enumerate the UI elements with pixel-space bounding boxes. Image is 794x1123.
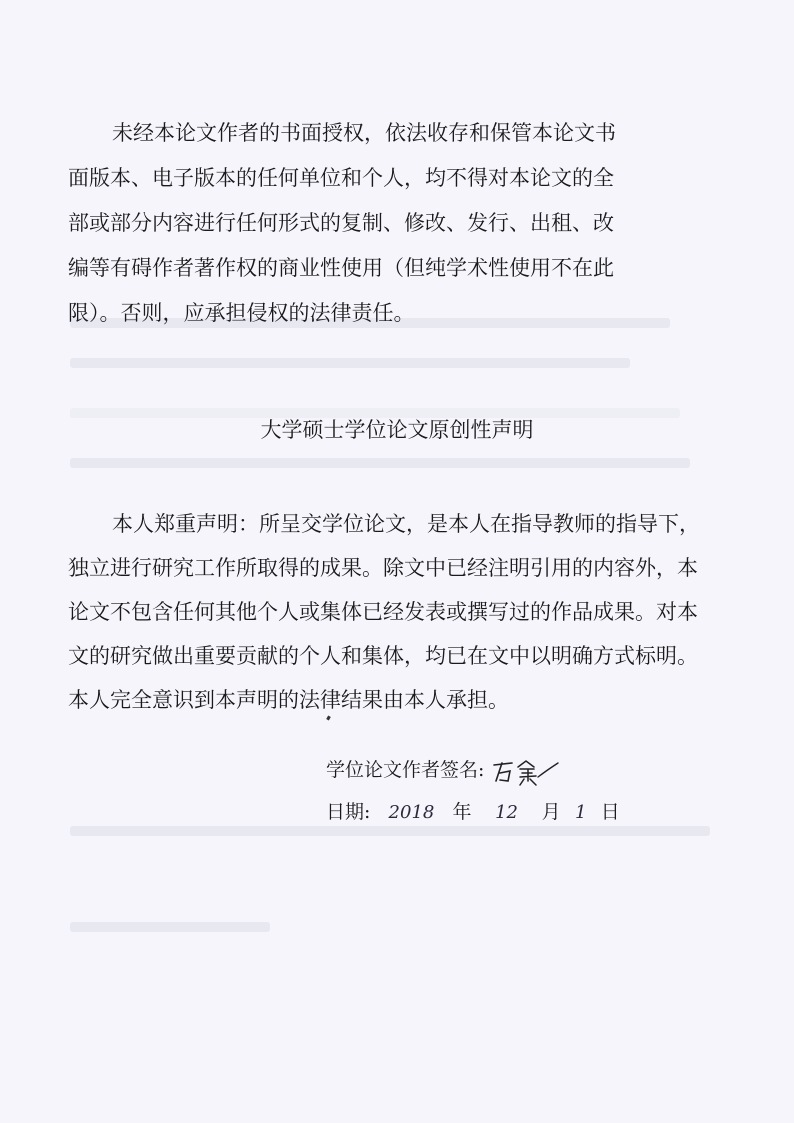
statement-line: 限）。否则，应承担侵权的法律责任。 [68,301,415,325]
date-label: 日期: [326,801,371,823]
month-unit: 月 [541,801,561,823]
date-row [326,797,620,828]
year-unit: 年 [452,801,472,823]
statement-line: 编等有碍作者著作权的商业性使用（但纯学术性使用不在此 [68,256,614,280]
date-month: 12 [495,802,519,823]
statement-line: 论文不包含任何其他个人或集体已经发表或撰写过的作品成果。对本 [68,600,698,624]
day-unit: 日 [600,801,620,823]
signature-row [326,755,562,787]
statement-line: 独立进行研究工作所取得的成果。除文中已经注明引用的内容外，本 [68,556,698,580]
handwritten-signature [490,755,562,787]
date-year: 2018 [388,802,435,823]
bleed-through-mark [70,922,270,932]
signature-label: 学位论文作者签名: [326,759,485,781]
date-day: 1 [574,802,587,823]
statement-line: 部或部分内容进行任何形式的复制、修改、发行、出租、改 [68,211,614,235]
statement-line: 未经本论文作者的书面授权，依法收存和保管本论文书 [112,121,616,145]
statement-line: 文的研究做出重要贡献的个人和集体，均已在文中以明确方式标明。 [68,644,698,668]
statement-line: 本人郑重声明：所呈交学位论文，是本人在指导教师的指导下， [112,512,700,536]
originality-statement-title: 大学硕士学位论文原创性声明 [260,418,534,442]
bleed-through-mark [70,458,690,468]
statement-line: 面版本、电子版本的任何单位和个人，均不得对本论文的全 [68,166,614,190]
originality-statement [68,502,718,722]
statement-line: 本人完全意识到本声明的法律结果由本人承担。 [68,688,509,712]
bleed-through-mark [70,358,630,368]
authorization-statement [68,111,718,336]
